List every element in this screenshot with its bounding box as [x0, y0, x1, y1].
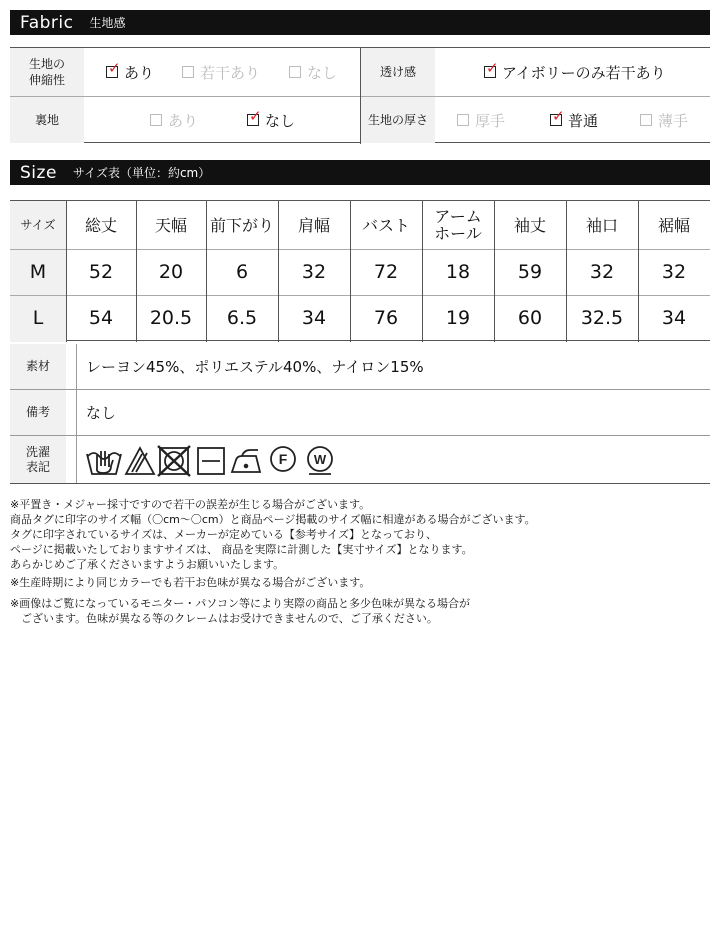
- remarks-value: なし: [86, 404, 117, 422]
- note-line: ※画像はご覧になっているモニター・パソコン等により実際の商品と多少色味が異なる場合が: [10, 597, 470, 610]
- size-column-header: 肩幅: [297, 215, 330, 235]
- dry-clean-f-icon: [271, 447, 295, 471]
- wet-clean-w-icon: [308, 447, 332, 474]
- checkbox-empty-icon: [150, 114, 162, 126]
- size-cell: 32: [301, 260, 327, 283]
- checkbox-empty-icon: [289, 66, 301, 78]
- hand-wash-icon: [87, 451, 121, 474]
- checkbox-checked-icon: ✓: [249, 107, 262, 125]
- material-row: [10, 344, 710, 390]
- fabric-header-bar: [10, 10, 710, 35]
- size-cell: 54: [88, 306, 114, 329]
- washing-symbols: [84, 440, 344, 484]
- size-cell: 32.5: [580, 306, 624, 329]
- checkbox-checked-icon: ✓: [486, 59, 499, 77]
- checkbox-empty-icon: [182, 66, 194, 78]
- size-row-label: L: [32, 306, 44, 329]
- checkbox-empty-icon: [457, 114, 469, 126]
- size-row-label: M: [29, 260, 47, 283]
- size-title: Size: [20, 162, 57, 183]
- remarks-row: [10, 390, 710, 436]
- size-corner-header: サイズ: [20, 217, 56, 232]
- size-cell: 20.5: [149, 306, 193, 329]
- size-column-header: アーム ホール: [434, 207, 482, 243]
- size-column-header: 袖口: [585, 215, 618, 235]
- stretch-option-slight: 若干あり: [182, 48, 260, 96]
- remarks-label: 備考: [10, 390, 66, 435]
- size-cell: 60: [517, 306, 543, 329]
- material-value: レーヨン45%、ポリエステル40%、ナイロン15%: [86, 358, 424, 376]
- sheer-label: 透け感: [379, 65, 416, 79]
- size-cell: 19: [445, 306, 471, 329]
- iron-low-icon: [232, 450, 260, 472]
- checkbox-checked-icon: ✓: [552, 107, 565, 125]
- size-table: [10, 200, 710, 341]
- size-cell: 6.5: [226, 306, 258, 329]
- thickness-label: 生地の厚さ: [367, 113, 428, 127]
- bleach-ok-icon: [126, 448, 154, 474]
- size-cell: 59: [517, 260, 543, 283]
- size-column-header: バスト: [361, 215, 410, 235]
- lining-option-yes: あり: [150, 97, 198, 143]
- svg-text:F: F: [278, 451, 288, 467]
- svg-text:W: W: [313, 452, 327, 467]
- size-cell: 18: [445, 260, 471, 283]
- checkbox-empty-icon: [640, 114, 652, 126]
- note-line: ページに掲載いたしておりますサイズは、 商品を実際に計測した【実寸サイズ】となります。: [10, 543, 473, 556]
- dry-flat-icon: [198, 448, 224, 474]
- checkbox-checked-icon: ✓: [108, 59, 121, 77]
- size-cell: 76: [373, 306, 399, 329]
- note-line: タグに印字されているサイズは、メーカーが定めている【参考サイズ】となっており、: [10, 528, 438, 541]
- size-cell: 32: [661, 260, 687, 283]
- washing-row: [10, 436, 710, 484]
- thickness-option-thin: 薄手: [640, 97, 688, 143]
- size-column-header: 裾幅: [657, 215, 690, 235]
- size-cell: 20: [158, 260, 184, 283]
- thickness-option-thick: 厚手: [457, 97, 505, 143]
- lining-label: 裏地: [34, 113, 59, 127]
- size-cell: 34: [661, 306, 687, 329]
- size-header-bar: [10, 160, 710, 185]
- washing-label: 洗濯 表記: [10, 436, 66, 483]
- size-column-header: 袖丈: [513, 215, 546, 235]
- note-line: 商品タグに印字のサイズ幅（〇cm～〇cm）と商品ページ掲載のサイズ幅に相違がある場合がございます。: [10, 513, 536, 526]
- size-column-header: 前下がり: [209, 215, 274, 235]
- note-line: ※平置き・メジャー採寸ですので若干の誤差が生じる場合がございます。: [10, 498, 371, 511]
- no-tumble-dry-icon: [158, 446, 190, 476]
- size-cell: 52: [88, 260, 114, 283]
- sheer-option: ✓ アイボリーのみ若干あり: [486, 59, 666, 82]
- size-cell: 32: [589, 260, 615, 283]
- size-column-header: 天幅: [154, 215, 187, 235]
- size-subtitle: サイズ表（単位：約cm）: [72, 166, 211, 180]
- fabric-table: [10, 47, 710, 143]
- note-line: ございます。色味が異なる等のクレームはお受けできませんので、ご了承ください。: [10, 612, 438, 625]
- fabric-title: Fabric: [20, 12, 74, 33]
- stretch-option-yes: ✓ あり: [108, 59, 155, 82]
- size-column-header: 総丈: [84, 215, 117, 235]
- notes: [10, 497, 710, 626]
- lining-option-no: ✓ なし: [249, 107, 296, 130]
- note-line: ※生産時期により同じカラーでも若干お色味が異なる場合がございます。: [10, 576, 371, 589]
- material-label: 素材: [10, 344, 66, 389]
- size-cell: 34: [301, 306, 327, 329]
- stretch-label: 生地の 伸縮性: [28, 57, 65, 87]
- size-cell: 72: [373, 260, 399, 283]
- size-cell: 6: [235, 260, 249, 283]
- stretch-option-none: なし: [289, 48, 337, 96]
- thickness-option-normal: ✓ 普通: [552, 107, 599, 130]
- fabric-subtitle: 生地感: [89, 16, 126, 30]
- note-line: あらかじめご了承くださいますようお願いいたします。: [10, 558, 285, 571]
